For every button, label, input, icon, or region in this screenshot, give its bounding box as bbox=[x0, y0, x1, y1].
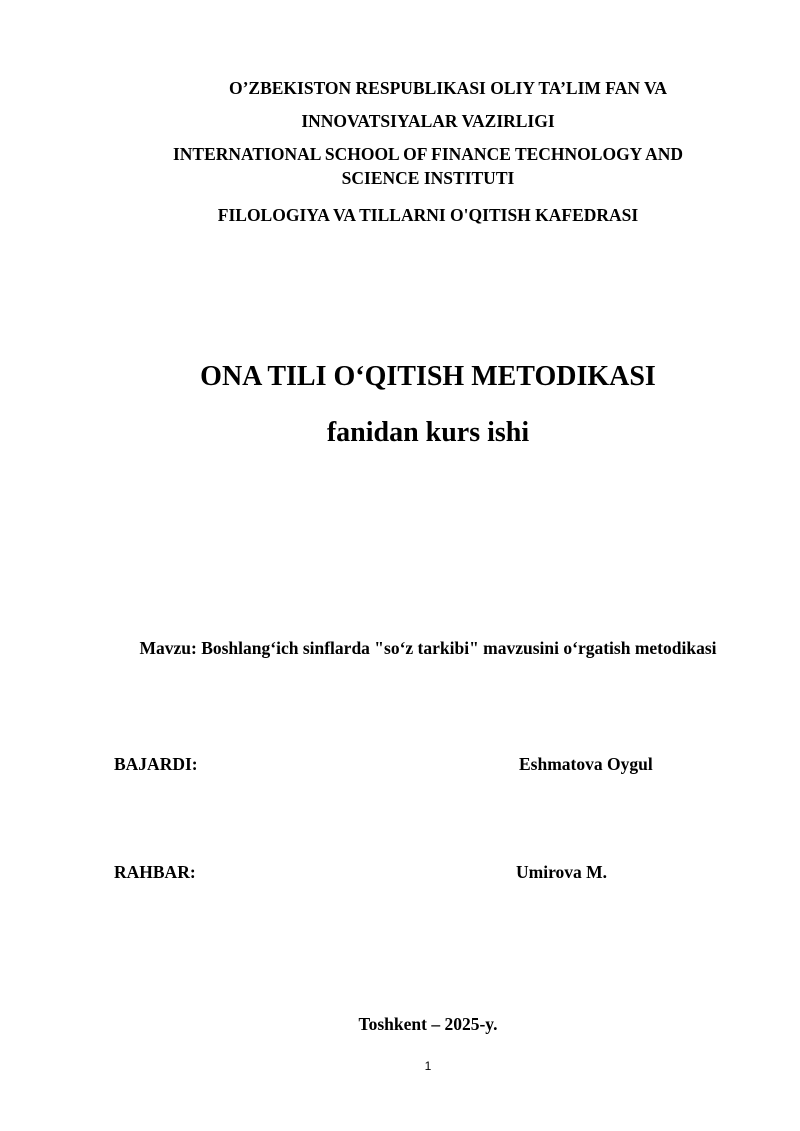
subject-title: ONA TILI O‘QITISH METODIKASI bbox=[200, 361, 656, 392]
institute-line-2: SCIENCE INSTITUTI bbox=[341, 168, 515, 188]
performed-by-name: Eshmatova Oygul bbox=[519, 754, 653, 774]
page-number: 1 bbox=[424, 1059, 432, 1073]
place-date: Toshkent – 2025-y. bbox=[358, 1014, 498, 1034]
topic-line: Mavzu: Boshlang‘ich sinflarda "so‘z tarkibi" mavzusini o‘rgatish metodikasi bbox=[139, 638, 717, 658]
institute-line-1: INTERNATIONAL SCHOOL OF FINANCE TECHNOLOGY AND bbox=[172, 144, 683, 164]
ministry-line-1: O’ZBEKISTON RESPUBLIKASI OLIY TA’LIM FAN VA bbox=[228, 78, 668, 98]
performed-by-label: BAJARDI: bbox=[114, 754, 198, 774]
ministry-line-2: INNOVATSIYALAR VAZIRLIGI bbox=[301, 111, 555, 131]
supervisor-name: Umirova M. bbox=[516, 862, 608, 882]
supervisor-label: RAHBAR: bbox=[114, 862, 196, 882]
department-name: FILOLOGIYA VA TILLARNI O'QITISH KAFEDRASI bbox=[217, 205, 639, 225]
work-type-title: fanidan kurs ishi bbox=[326, 417, 530, 448]
